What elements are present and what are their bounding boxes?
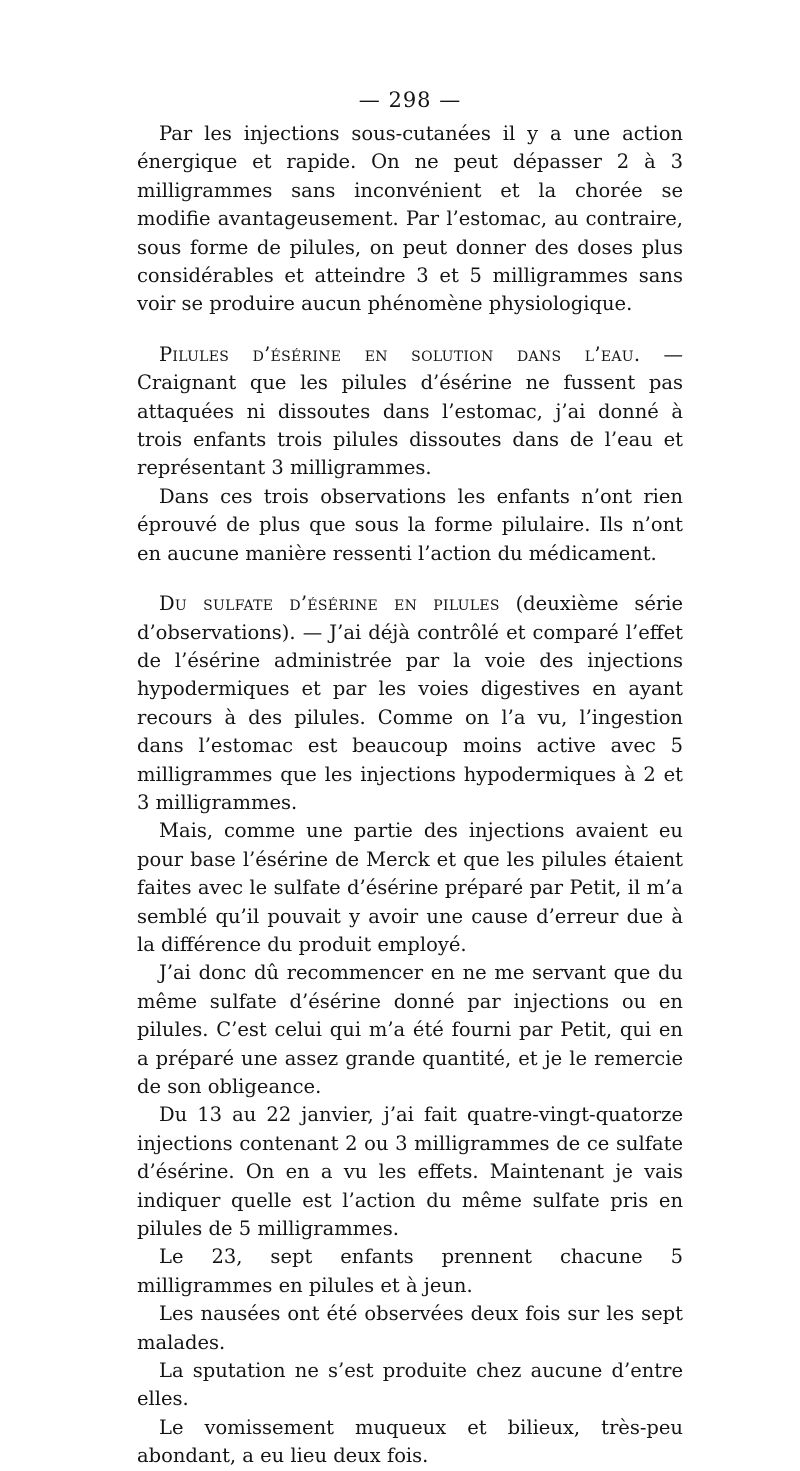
paragraph-observations: Dans ces trois observations les enfants n’ont rien éprouvé de plus que sous la forme pilulaire. Ils n’ont en aucune manière ressenti l’action du médicament. bbox=[137, 484, 683, 565]
paragraph-injections: Par les injections sous-cutanées il y a une action énergique et rapide. On ne peut dépasser 2 à 3 milligrammes sans inconvénient et la chorée se modifie avantageusement. Par l’estomac, au contraire, sous forme de pilules, on peut donner des doses plus considérables et atteindre 3 et 5 milligrammes sans voir se produire aucun phénomène physiologique. bbox=[137, 122, 683, 316]
paragraph-recommencer: J’ai donc dû recommencer en ne me servant que du même sulfate d’ésérine donné par injections ou en pilules. C’est celui qui m’a été fourni par Petit, qui en a préparé une assez grande quantité, et je le remercie de son obligeance. bbox=[137, 961, 683, 1098]
section-heading-sulfate-pilules: Du sulfate d’ésérine en pilules bbox=[159, 592, 500, 616]
paragraph-le-23: Le 23, sept enfants prennent chacune 5 milligrammes en pilules et à jeun. bbox=[137, 1245, 683, 1297]
paragraph-janvier: Du 13 au 22 janvier, j’ai fait quatre-vingt-quatorze injections contenant 2 ou 3 milligrammes de ce sulfate d’ésérine. On en a vu les effets. Maintenant je vais indiquer quelle est l’action du même sulfate pris en pilules de 5 milligrammes. bbox=[137, 1103, 683, 1241]
paragraph-vomissement: Le vomissement muqueux et bilieux, très-peu abondant, a eu lieu deux fois. bbox=[137, 1415, 683, 1468]
paragraph-sputation: La sputation ne s’est produite chez aucune d’entre elles. bbox=[137, 1359, 683, 1411]
paragraph-pilules-solution-text: — Craignant que les pilules d’ésérine ne fussent pas attaquées ni dissoutes dans l’estomac, j’ai donné à trois enfants trois pilules dissoutes dans de l’eau et représentant 3 milligrammes. bbox=[137, 342, 683, 480]
paragraph-sulfate-pilules bbox=[137, 590, 683, 817]
page-number: — 298 — bbox=[358, 88, 462, 112]
paragraph-pilules-solution bbox=[137, 341, 683, 483]
paragraph-merck: Mais, comme une partie des injections avaient eu pour base l’ésérine de Merck et que les pilules étaient faites avec le sulfate d’ésérine préparé par Petit, il m’a semblé qu’il pouvait y avoir une cause d’erreur due à la différence du produit employé. bbox=[137, 819, 683, 956]
paragraph-nausees: Les nausées ont été observées deux fois sur les sept malades. bbox=[137, 1302, 683, 1354]
section-heading-pilules-solution: Pilules d’ésérine en solution dans l’eau. bbox=[159, 342, 641, 366]
book-page bbox=[137, 86, 683, 1471]
paragraph-sulfate-pilules-text: (deuxième série d’observations). — J’ai déjà contrôlé et comparé l’effet de l’ésérine administrée par la voie des injections hypodermiques et par les voies digestives en ayant recours à des pilules. Comme on l’a vu, l’ingestion dans l’estomac est beaucoup moins active avec 5 milligrammes que les injections hypodermiques à 2 et 3 milligrammes. bbox=[137, 592, 683, 814]
